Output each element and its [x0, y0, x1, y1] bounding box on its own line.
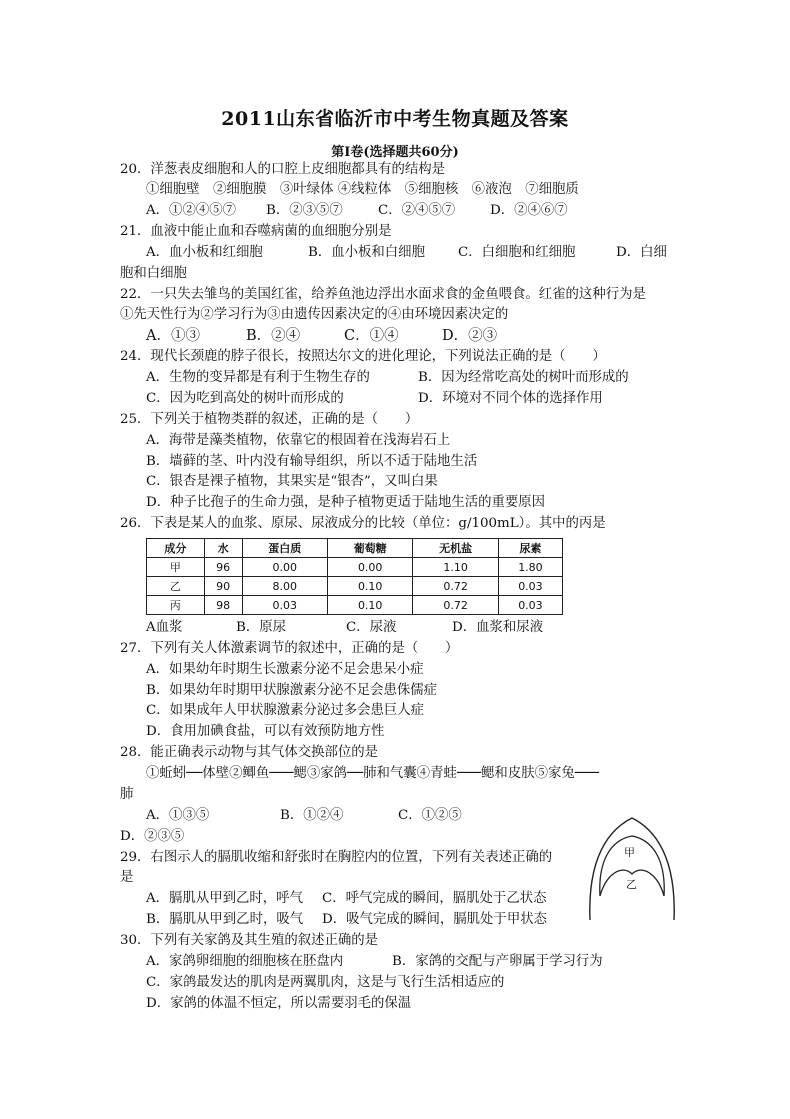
q24-option-c: C．因为吃到高处的树叶而形成的 — [146, 391, 344, 406]
q29-stem-cont: 是 — [120, 870, 134, 885]
q20-stem: 20．洋葱表皮细胞和人的口腔上皮细胞都具有的结构是 — [120, 162, 446, 177]
q21-stem: 21．血液中能止血和吞噬病菌的血细胞分别是 — [120, 224, 392, 239]
q29-option-b: B．膈肌从甲到乙时，吸气 — [146, 912, 304, 927]
table-cell: 甲 — [147, 558, 205, 577]
table-header-cell: 葡萄糖 — [327, 539, 412, 558]
q29-option-d: D．吸气完成的瞬间，膈肌处于甲状态 — [322, 912, 547, 927]
q28-option-b: B．①②④ — [280, 808, 344, 823]
table-header-cell: 无机盐 — [413, 539, 498, 558]
q24-stem: 24．现代长颈鹿的脖子很长，按照达尔文的进化理论，下列说法正确的是（ ） — [120, 349, 606, 364]
q25-option-c: C．银杏是裸子植物，其果实是“银杏”，又叫白果 — [146, 474, 438, 489]
table-cell: 0.72 — [413, 577, 498, 596]
q20-option-d: D．②④⑥⑦ — [490, 203, 568, 218]
table-cell: 0.00 — [242, 558, 327, 577]
q21-option-d-cont: 胞和白细胞 — [120, 266, 187, 281]
table-cell: 乙 — [147, 577, 205, 596]
q27-option-b: B．如果幼年时期甲状腺激素分泌不足会患侏儒症 — [146, 683, 438, 698]
q28-option-c: C．①②⑤ — [398, 808, 462, 823]
table-header-row — [147, 539, 563, 558]
q28-option-d: D．②③⑤ — [120, 829, 185, 844]
table-cell: 丙 — [147, 596, 205, 615]
table-cell: 96 — [204, 558, 242, 577]
table-cell: 1.80 — [498, 558, 562, 577]
q22-option-a: A．①③ — [146, 328, 200, 344]
q24-option-b: B．因为经常吃高处的树叶而形成的 — [418, 370, 629, 385]
q20-items: ①细胞壁 ②细胞膜 ③叶绿体 ④线粒体 ⑤细胞核 ⑥液泡 ⑦细胞质 — [146, 182, 579, 197]
composition-table — [146, 538, 563, 615]
figure-label-yi: 乙 — [626, 878, 637, 891]
table-cell: 0.00 — [327, 558, 412, 577]
q30-option-d: D．家鸽的体温不恒定，所以需要羽毛的保温 — [146, 996, 412, 1011]
q25-option-b: B．墙藓的茎、叶内没有输导组织，所以不适于陆地生活 — [146, 454, 478, 469]
table-row — [147, 558, 563, 577]
q29-option-a: A．膈肌从甲到乙时，呼气 — [146, 891, 303, 906]
table-header-cell: 水 — [204, 539, 242, 558]
table-cell: 98 — [204, 596, 242, 615]
q26-option-b: B．原尿 — [236, 620, 287, 635]
table-cell: 90 — [204, 577, 242, 596]
q24-option-a: A．生物的变异都是有利于生物生存的 — [146, 370, 370, 385]
table-row — [147, 596, 563, 615]
q28-stem: 28．能正确表示动物与其气体交换部位的是 — [120, 745, 379, 760]
q27-option-c: C．如果成年人甲状腺激素分泌过多会患巨人症 — [146, 703, 425, 718]
table-cell: 0.72 — [413, 596, 498, 615]
q25-stem: 25．下列关于植物类群的叙述，正确的是（ ） — [120, 412, 419, 427]
q22-option-d: D．②③ — [442, 328, 498, 344]
q28-option-a: A．①③⑤ — [146, 808, 210, 823]
q29-option-c: C．呼气完成的瞬间，膈肌处于乙状态 — [322, 891, 547, 906]
q21-option-d: D．白细 — [616, 245, 667, 260]
table-cell: 8.00 — [242, 577, 327, 596]
diaphragm-figure — [586, 812, 678, 922]
q28-items-cont: 肺 — [120, 787, 134, 802]
table-cell: 0.03 — [242, 596, 327, 615]
q20-option-a: A．①②④⑤⑦ — [146, 203, 237, 218]
table-row — [147, 577, 563, 596]
q27-option-d: D．食用加碘食盐，可以有效预防地方性 — [146, 724, 385, 739]
q26-option-c: C．尿液 — [346, 620, 397, 635]
q28-items: ①蚯蚓──体壁②鲫鱼───鳃③家鸽──肺和气囊④青蛙───鳃和皮肤⑤家兔─── — [146, 766, 599, 781]
q22-option-c: C．①④ — [344, 328, 399, 344]
q21-option-c: C．白细胞和红细胞 — [458, 245, 576, 260]
q20-option-c: C．②④⑤⑦ — [378, 203, 456, 218]
table-cell: 0.10 — [327, 596, 412, 615]
q27-option-a: A．如果幼年时期生长激素分泌不足会患呆小症 — [146, 662, 424, 677]
table-header-cell: 成分 — [147, 539, 205, 558]
q21-option-b: B．血小板和白细胞 — [308, 245, 425, 260]
figure-label-jia: 甲 — [624, 846, 635, 859]
section-heading: 第Ⅰ卷(选择题共60分) — [331, 145, 459, 160]
q26-option-d: D．血浆和尿液 — [452, 620, 544, 635]
q30-option-c: C．家鸽最发达的肌肉是两翼肌肉，这是与飞行生活相适应的 — [146, 975, 505, 990]
q22-items: ①先天性行为②学习行为③由遗传因素决定的④由环境因素决定的 — [120, 307, 509, 322]
q24-option-d: D．环境对不同个体的选择作用 — [418, 391, 603, 406]
table-cell: 0.03 — [498, 596, 562, 615]
q30-stem: 30．下列有关家鸽及其生殖的叙述正确的是 — [120, 933, 379, 948]
table-cell: 0.03 — [498, 577, 562, 596]
q29-stem: 29．右图示人的膈肌收缩和舒张时在胸腔内的位置，下列有关表述正确的 — [120, 850, 553, 865]
q22-option-b: B．②④ — [246, 328, 301, 344]
table-cell: 1.10 — [413, 558, 498, 577]
table-header-cell: 尿素 — [498, 539, 562, 558]
table-cell: 0.10 — [327, 577, 412, 596]
q25-option-a: A．海带是藻类植物，依靠它的根固着在浅海岩石上 — [146, 433, 451, 448]
q25-option-d: D．种子比孢子的生命力强，是种子植物更适于陆地生活的重要原因 — [146, 495, 546, 510]
q26-stem: 26．下表是某人的血浆、原尿、尿液成分的比较（单位：g/100mL）。其中的丙是 — [120, 516, 606, 531]
q21-option-a: A．血小板和红细胞 — [146, 245, 263, 260]
q22-stem: 22．一只失去雏鸟的美国红雀，给养鱼池边浮出水面求食的金鱼喂食。红雀的这种行为是 — [120, 287, 646, 302]
page-title: 2011山东省临沂市中考生物真题及答案 — [221, 108, 569, 130]
table-header-cell: 蛋白质 — [242, 539, 327, 558]
q26-option-a: A血浆 — [146, 620, 183, 635]
q20-option-b: B．②③⑤⑦ — [266, 203, 343, 218]
q27-stem: 27．下列有关人体激素调节的叙述中，正确的是（ ） — [120, 641, 459, 656]
q30-option-a: A．家鸽卵细胞的细胞核在胚盘内 — [146, 954, 344, 969]
q30-option-b: B．家鸽的交配与产卵属于学习行为 — [392, 954, 603, 969]
